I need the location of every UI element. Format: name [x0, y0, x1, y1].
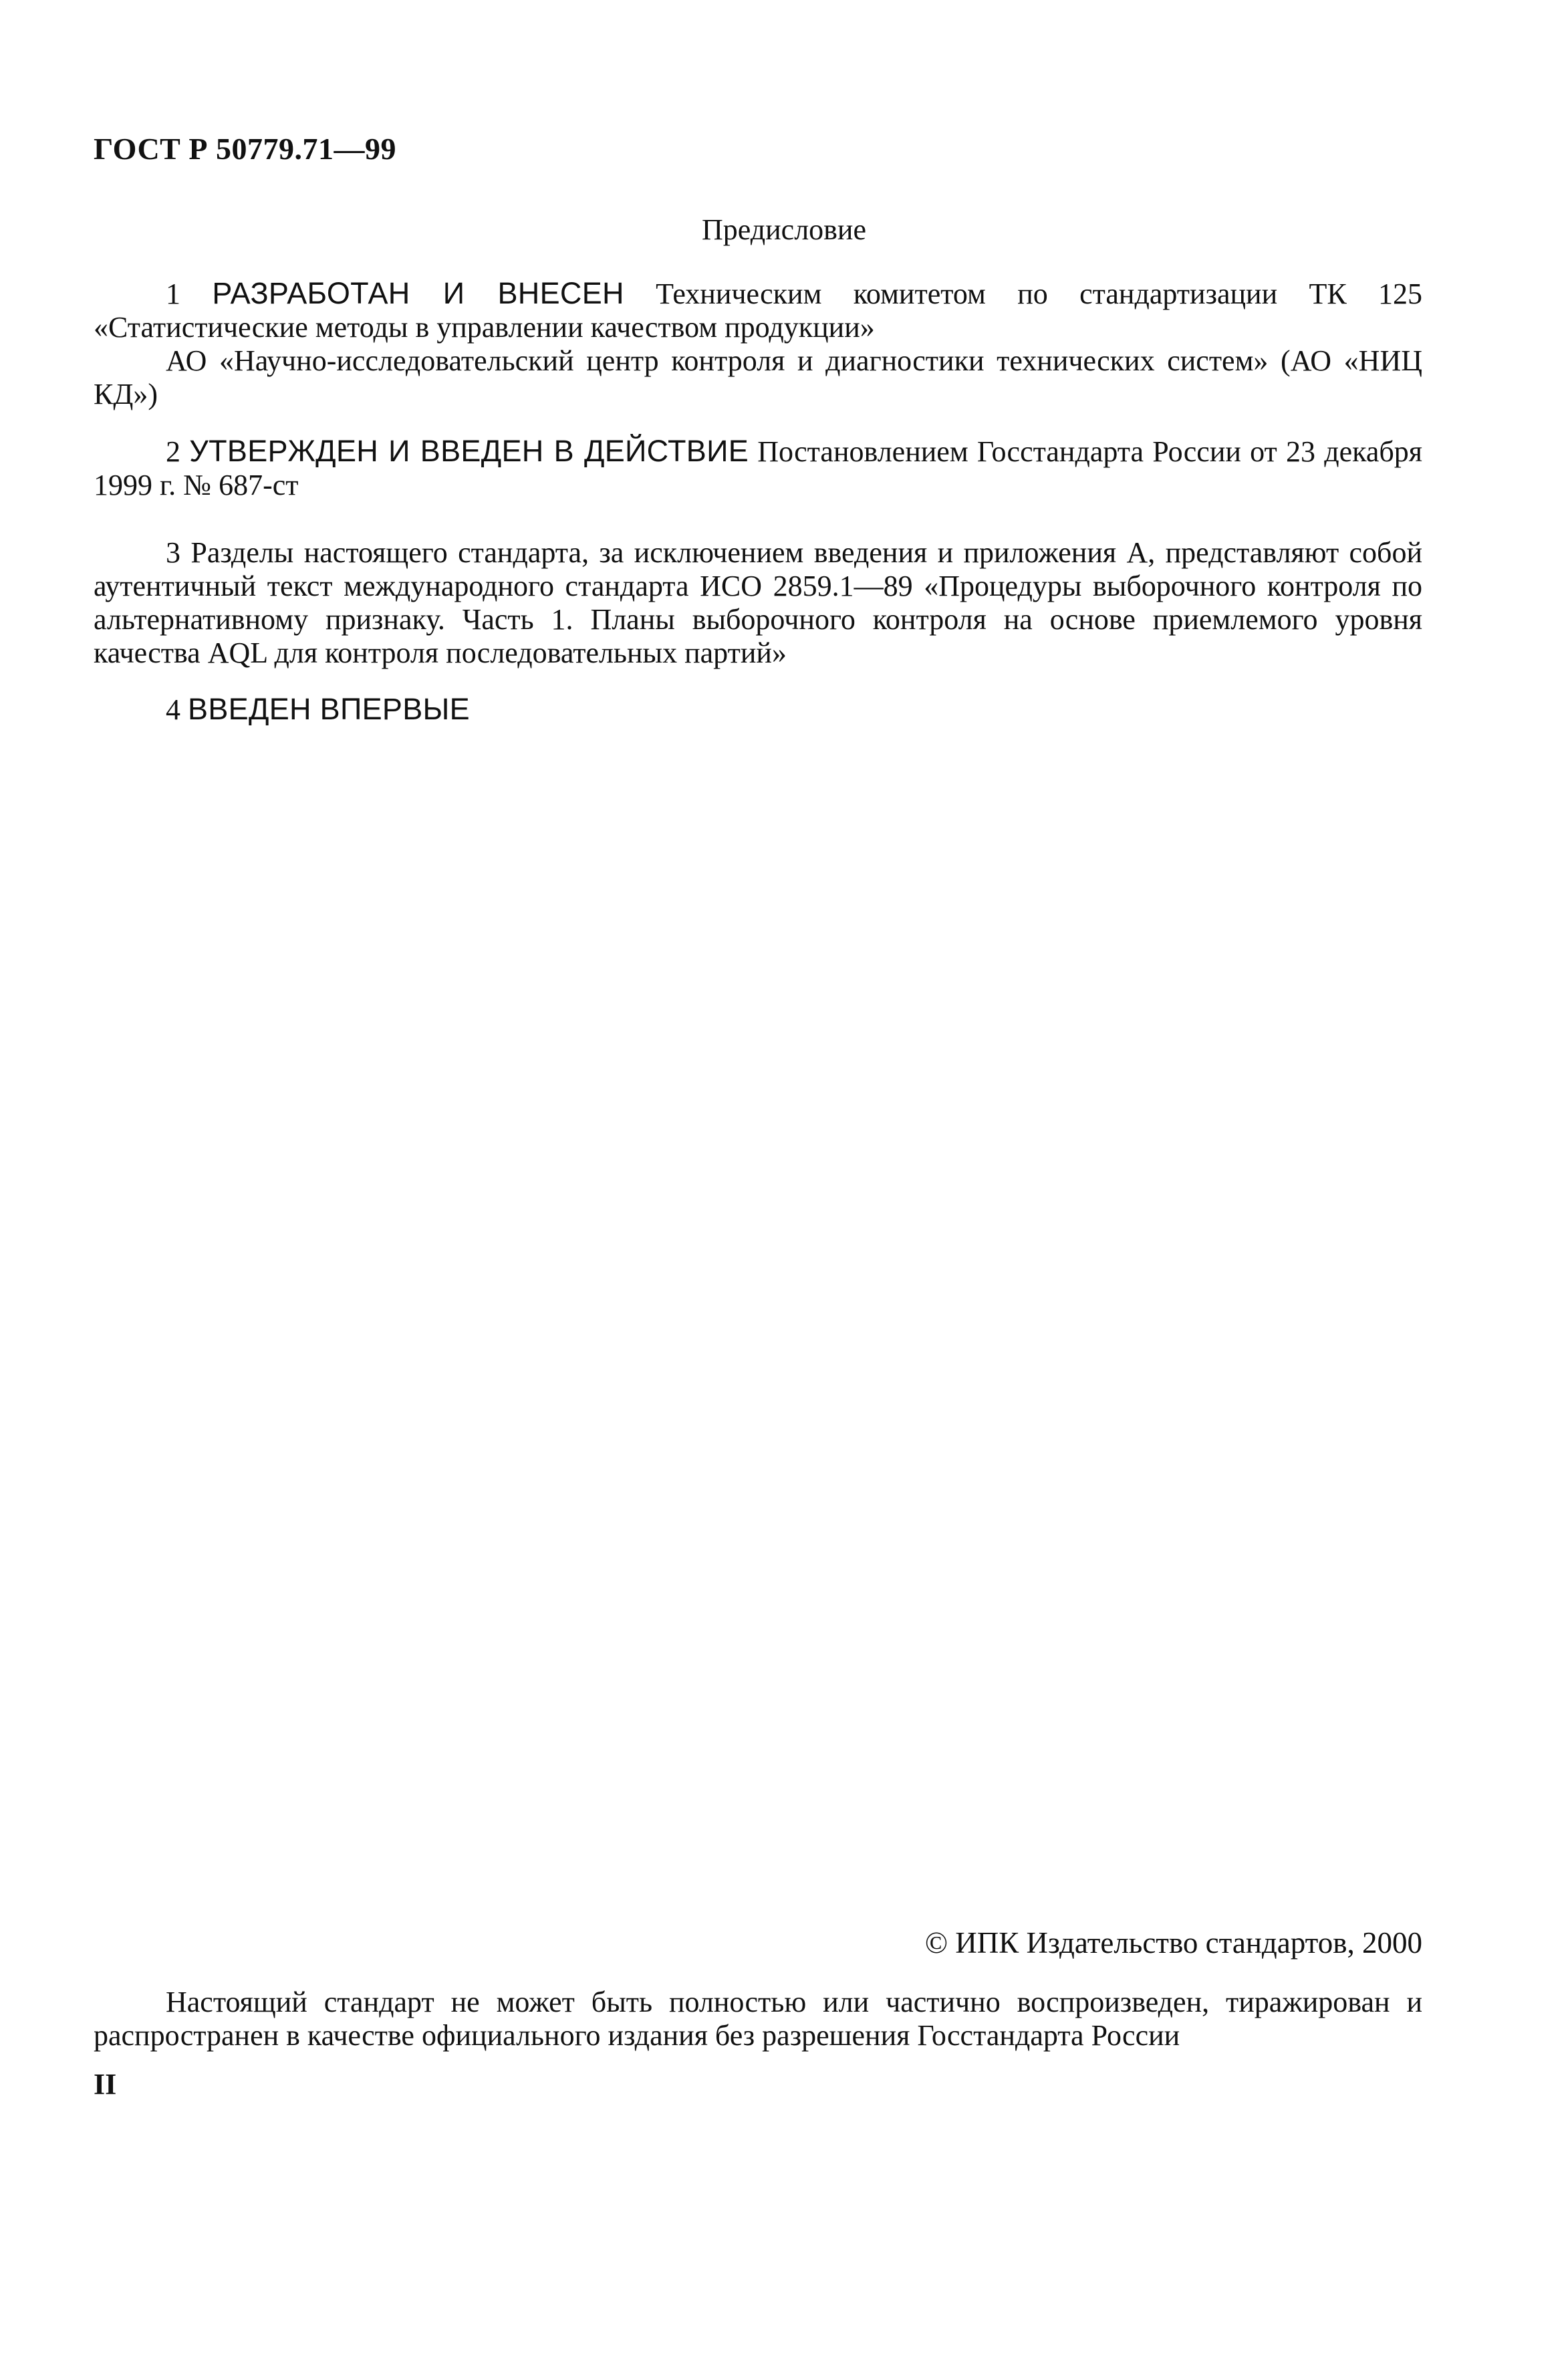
page-number: II — [94, 2068, 117, 2101]
foreword-title: Предисловие — [702, 213, 866, 246]
item-number: 3 — [166, 536, 180, 569]
item-lead: УТВЕРЖДЕН И ВВЕДЕН В ДЕЙСТВИЕ — [189, 434, 749, 468]
foreword-item-2 — [94, 435, 1422, 502]
reproduction-notice — [94, 1986, 1422, 2052]
item-lead: ВВЕДЕН ВПЕРВЫЕ — [188, 692, 470, 726]
foreword-item-4 — [94, 693, 1422, 727]
standard-code: ГОСТ Р 50779.71—99 — [94, 132, 396, 166]
item-text: Постановлением Госстандарта России от 23 декабря 1999 г. № 687-ст — [94, 435, 1422, 501]
item-continuation: АО «Научно-исследовательский центр контроля и диагностики технических систем» (АО «НИЦ КД») — [94, 344, 1422, 410]
item-text: Техническим комитетом по стандартизации ТК 125 «Статистические методы в управлении качеством продукции» — [94, 277, 1422, 344]
item-number: 4 — [166, 693, 180, 726]
foreword-item-1 — [94, 277, 1422, 411]
item-number: 1 — [166, 277, 180, 310]
notice-text: Настоящий стандарт не может быть полностью или частично воспроизведен, тиражирован и распространен в качестве официального издания без разрешения Госстандарта России — [94, 1986, 1422, 2052]
item-lead: РАЗРАБОТАН И ВНЕСЕН — [212, 276, 624, 310]
item-text: Разделы настоящего стандарта, за исключением введения и приложения А, представляют собой аутентичный текст международного стандарта ИСО 2859.1—89 «Процедуры выборочного контроля по альтернативному признаку. Часть 1. Планы выборочного контроля на основе приемлемого уровня качества AQL для контроля последовательных партий» — [94, 536, 1422, 669]
foreword-item-3 — [94, 536, 1422, 670]
copyright-line: © ИПК Издательство стандартов, 2000 — [924, 1926, 1422, 1960]
item-number: 2 — [166, 435, 180, 468]
